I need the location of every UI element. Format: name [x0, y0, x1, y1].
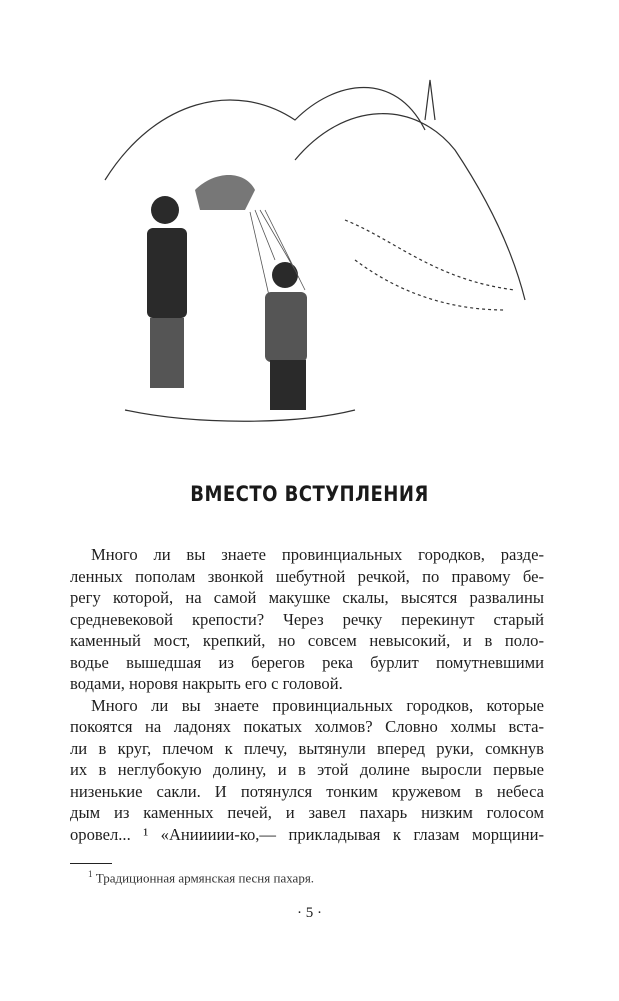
- text-line: Много ли вы знаете провинциальных городков, которые: [91, 695, 544, 715]
- text-line: Много ли вы знаете провинциальных городков, разде-: [91, 545, 544, 564]
- footnote: [88, 869, 314, 886]
- paragraph: [70, 695, 544, 846]
- text-line: их в неглубокую долину, и в этой долине выросли первые: [70, 760, 544, 779]
- text-line: покоятся на ладонях покатых холмов? Словно холмы вста-: [70, 717, 544, 736]
- text-line: оровел... ¹ «Аниииии-ко,— прикладывая к глазам морщини-: [70, 824, 544, 844]
- text-line: ли в круг, плечом к плечу, вытянули вперед руки, сомкнув: [70, 738, 544, 758]
- footnote-text: Традиционная армянская песня пахаря.: [95, 870, 315, 886]
- sketch-illustration-icon: [95, 60, 535, 440]
- text-line: регу которой, на самой макушке скалы, высятся развалины: [70, 588, 544, 607]
- body-text: [70, 544, 544, 845]
- text-line: ленных пополам звонкой шебутной речкой, по правому бе-: [70, 566, 544, 586]
- text-line: водье вышедшая из берегов река бурлит помутневшими: [70, 652, 544, 672]
- footnote-divider: [70, 863, 112, 864]
- footnote-mark: 1: [88, 869, 93, 879]
- text-line: дым из каменных печей, и завел пахарь низким голосом: [70, 803, 544, 822]
- chapter-title: ВМЕСТО ВСТУПЛЕНИЯ: [190, 482, 429, 506]
- page-number: · 5 ·: [297, 905, 322, 921]
- illustration: [95, 60, 535, 440]
- text-line: средневековой крепости? Через речку перекинут старый: [70, 609, 544, 629]
- paragraph: [70, 544, 544, 695]
- text-line: водами, норовя накрыть его с головой.: [70, 674, 343, 693]
- text-line: низенькие сакли. И потянулся тонким кружевом в небеса: [70, 781, 544, 801]
- text-line: каменный мост, крепкий, но совсем невысокий, и в поло-: [70, 631, 544, 650]
